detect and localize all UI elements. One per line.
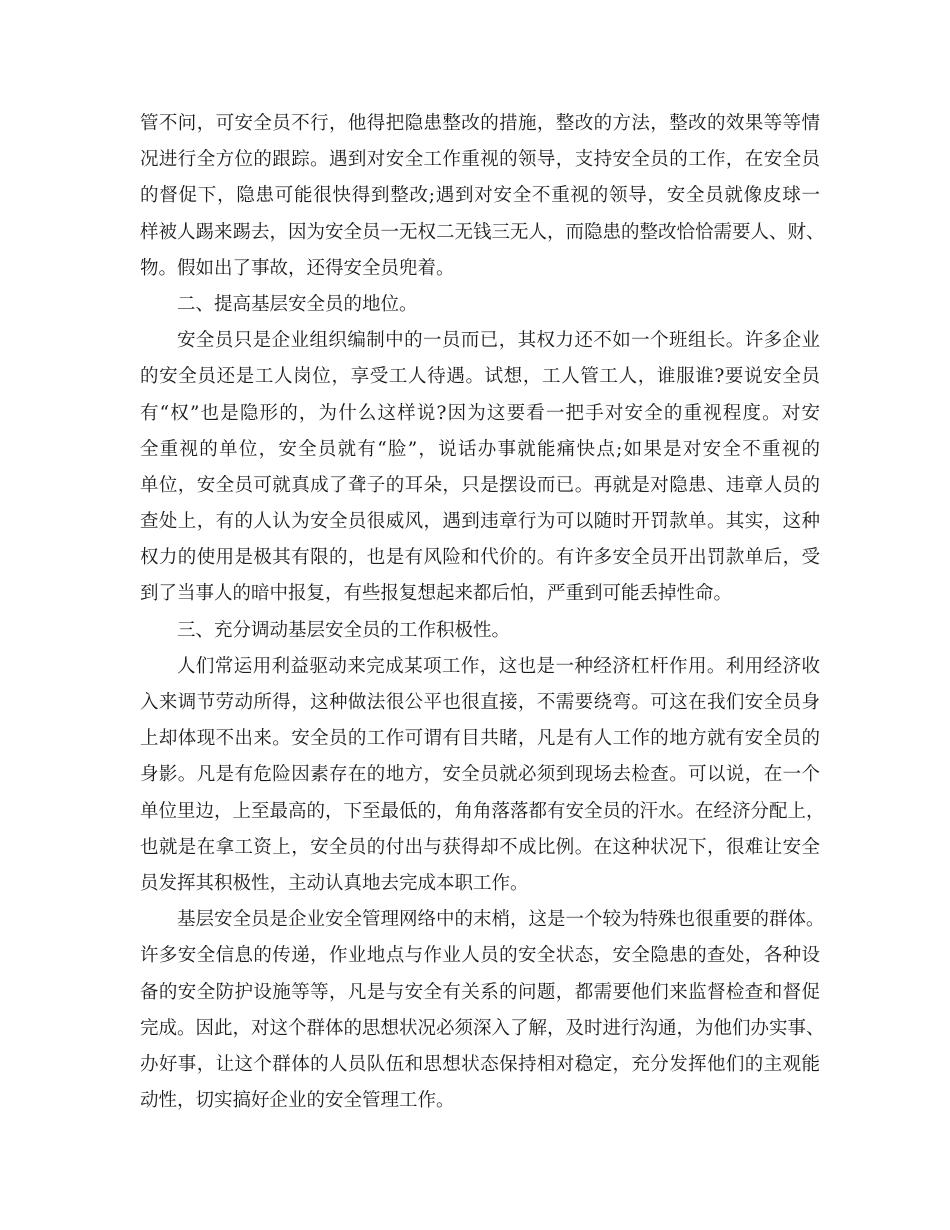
paragraph-line: 单位里边，上至最高的，下至最低的，角角落落都有安全员的汗水。在经济分配上， — [140, 800, 825, 822]
paragraph-line: 也就是在拿工资上，安全员的付出与获得却不成比例。在这种状况下，很难让安全 — [140, 836, 820, 858]
paragraph-first-line: 基层安全员是企业安全管理网络中的末梢，这是一个较为特殊也很重要的群体。 — [177, 909, 825, 931]
paragraph-line: 身影。凡是有危险因素存在的地方，安全员就必须到现场去检查。可以说，在一个 — [140, 764, 820, 786]
paragraph-line: 况进行全方位的跟踪。遇到对安全工作重视的领导，支持安全员的工作，在安全员 — [140, 149, 820, 171]
paragraph-line: 上却体现不出来。安全员的工作可谓有目共睹，凡是有人工作的地方就有安全员的 — [140, 728, 820, 750]
paragraph-line: 样被人踢来踢去，因为安全员一无权二无钱三无人，而隐患的整改恰恰需要人、财、 — [140, 221, 825, 243]
paragraph-line: 权力的使用是极其有限的，也是有风险和代价的。有许多安全员开出罚款单后，受 — [140, 547, 820, 569]
paragraph-line: 管不问，可安全员不行，他得把隐患整改的措施，整改的方法，整改的效果等等情 — [140, 113, 820, 134]
paragraph-line: 查处上，有的人认为安全员很威风，遇到违章行为可以随时开罚款单。其实，这种 — [140, 511, 820, 533]
paragraph-line: 全重视的单位，安全员就有“脸”，说话办事就能痛快点;如果是对安全不重视的 — [140, 438, 820, 460]
paragraph-first-line: 安全员只是企业组织编制中的一员而已，其权力还不如一个班组长。许多企业 — [177, 330, 820, 352]
paragraph-first-line: 三、充分调动基层安全员的工作积极性。 — [177, 619, 511, 641]
paragraph-line: 单位，安全员可就真成了聋子的耳朵，只是摆设而已。再就是对隐患、违章人员的 — [140, 474, 820, 496]
paragraph-line: 备的安全防护设施等等，凡是与安全有关系的问题，都需要他们来监督检查和督促 — [140, 981, 820, 1003]
paragraph-line: 动性，切实搞好企业的安全管理工作。 — [140, 1090, 455, 1112]
paragraph-line: 许多安全信息的传递，作业地点与作业人员的安全状态，安全隐患的查处，各种设 — [140, 945, 820, 967]
paragraph-first-line: 二、提高基层安全员的地位。 — [177, 293, 418, 315]
paragraph-line: 办好事，让这个群体的人员队伍和思想状态保持相对稳定，充分发挥他们的主观能 — [140, 1053, 820, 1075]
paragraph-line: 到了当事人的暗中报复，有些报复想起来都后怕，严重到可能丢掉性命。 — [140, 583, 733, 605]
document-body — [140, 106, 825, 1119]
paragraph-line: 的安全员还是工人岗位，享受工人待遇。试想，工人管工人，谁服谁?要说安全员 — [140, 366, 820, 388]
paragraph-line: 有“权”也是隐形的，为什么这样说?因为这要看一把手对安全的重视程度。对安 — [140, 402, 820, 424]
paragraph-line: 的督促下，隐患可能很快得到整改;遇到对安全不重视的领导，安全员就像皮球一 — [140, 185, 820, 207]
paragraph-line: 完成。因此，对这个群体的思想状况必须深入了解，及时进行沟通，为他们办实事、 — [140, 1017, 825, 1039]
paragraph-first-line: 人们常运用利益驱动来完成某项工作，这也是一种经济杠杆作用。利用经济收 — [177, 655, 820, 677]
paragraph-line: 入来调节劳动所得，这种做法很公平也很直接，不需要绕弯。可这在我们安全员身 — [140, 692, 820, 713]
paragraph-line: 物。假如出了事故，还得安全员兜着。 — [140, 257, 455, 279]
paragraph-line: 员发挥其积极性，主动认真地去完成本职工作。 — [140, 872, 529, 894]
